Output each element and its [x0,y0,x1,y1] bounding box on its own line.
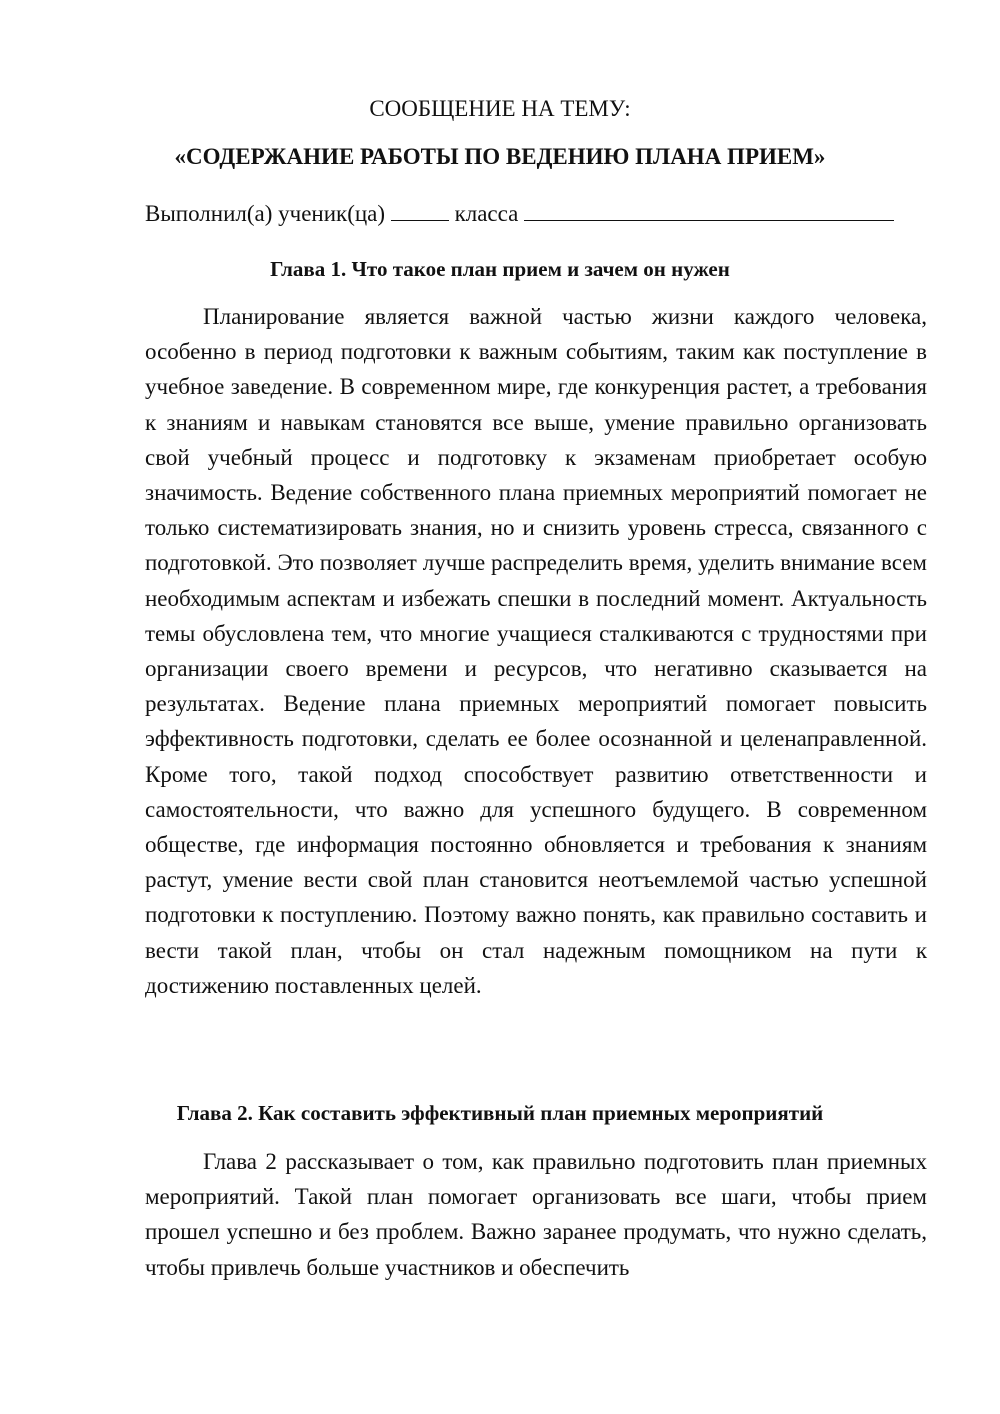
grade-blank-field [391,198,449,221]
document-topic-line: СООБЩЕНИЕ НА ТЕМУ: [369,96,631,121]
author-line [145,198,945,229]
class-blank-field [524,198,894,221]
chapter-2-paragraph: Глава 2 рассказывает о том, как правильно подготовить план приемных мероприятий. Такой план помогает организовать все шаги, чтобы прием прошел успешно и без проблем. Важно заранее продумать, что нужно сделать, чтобы привлечь больше участников и обеспечить [145,1149,927,1280]
chapter-1-paragraph: Планирование является важной частью жизни каждого человека, особенно в период подготовки к важным событиям, таким как поступление в учебное заведение. В современном мире, где конкуренция растет, а требования к знаниям и навыкам становятся все выше, умение правильно организовать свой учебный процесс и подготовку к экзаменам приобретает особую значимость. Ведение собственного плана приемных мероприятий помогает не только систематизировать знания, но и снизить уровень стресса, связанного с подготовкой. Это позволяет лучше распределить время, уделить внимание всем необходимым аспектам и избежать спешки в последний момент. Актуальность темы обусловлена тем, что многие учащиеся сталкиваются с трудностями при организации своего времени и ресурсов, что негативно сказывается на результатах. Ведение плана приемных мероприятий помогает повысить эффективность подготовки, сделать ее более осознанной и целенаправленной. Кроме того, такой подход способствует развитию ответственности и самостоятельности, что важно для успешного будущего. В современном обществе, где информация постоянно обновляется и требования к знаниям растут, умение вести свой план становится неотъемлемой частью успешной подготовки к поступлению. Поэтому важно понять, как правильно составить и вести такой план, чтобы он стал надежным помощником на пути к достижению поставленных целей. [145,304,927,998]
document-title: «СОДЕРЖАНИЕ РАБОТЫ ПО ВЕДЕНИЮ ПЛАНА ПРИЕМ» [174,144,826,169]
chapter-2-heading: Глава 2. Как составить эффективный план приемных мероприятий [176,1101,824,1125]
author-prefix: Выполнил(а) ученик(ца) [145,201,386,226]
chapter-1-heading: Глава 1. Что такое план прием и зачем он нужен [270,257,730,281]
class-label: класса [454,201,519,226]
